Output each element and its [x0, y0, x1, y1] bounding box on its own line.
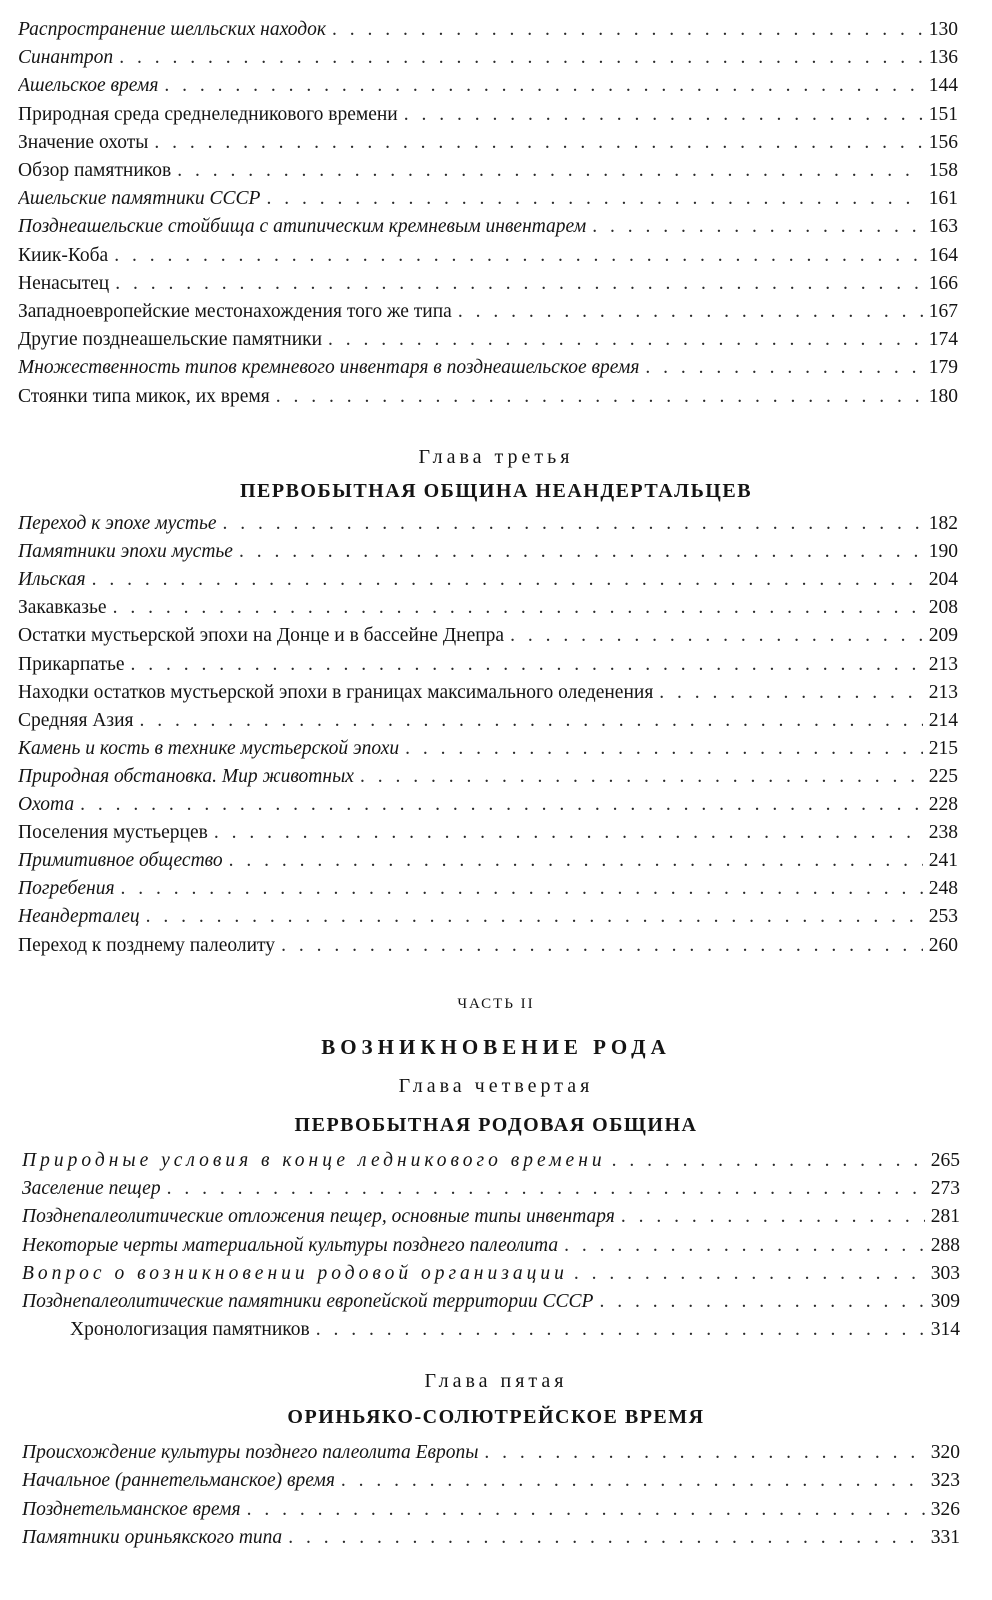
toc-entry-page-number: 174 — [928, 329, 958, 351]
toc-entry-page-number: 281 — [930, 1206, 960, 1228]
toc-entry-page-number: 163 — [928, 216, 958, 238]
toc-entry — [18, 791, 958, 819]
toc-entry-title: Поселения мустьерцев — [18, 822, 208, 844]
toc-entry-title: Киик-Коба — [18, 244, 109, 266]
toc-entry-page-number: 241 — [928, 850, 958, 872]
toc-entry-page-number: 156 — [928, 131, 958, 153]
part-2-title: ВОЗНИКНОВЕНИЕ РОДА — [321, 1035, 671, 1059]
toc-entry-page-number: 167 — [928, 301, 958, 322]
toc-entry-title: Охота — [18, 794, 75, 815]
toc-entry-title: Стоянки типа микок, их время — [18, 385, 270, 407]
dot-leader — [266, 185, 922, 213]
chapter-3-title: ПЕРВОБЫТНАЯ ОБЩИНА НЕАНДЕРТАЛЬЦЕВ — [239, 480, 753, 502]
toc-entry-page-number: 260 — [928, 934, 958, 956]
toc-entry-page-number: 182 — [928, 513, 958, 534]
toc-entry-page-number: 144 — [928, 75, 958, 97]
toc-entry — [18, 354, 958, 382]
dot-leader — [114, 242, 923, 270]
toc-entry-title: Примитивное общество — [18, 850, 223, 872]
dot-leader — [659, 679, 922, 707]
toc-entry-title: Вопрос о возникновении родовой организации — [22, 1262, 568, 1284]
toc-entry-title: Обзор памятников — [18, 160, 172, 181]
dot-leader — [404, 101, 923, 129]
dot-leader — [154, 129, 922, 157]
toc-entry — [18, 819, 958, 847]
toc-entry-title: Заселение пещер — [22, 1178, 161, 1200]
toc-entry — [22, 1232, 960, 1260]
toc-entry-page-number: 190 — [928, 541, 958, 563]
toc-entry-page-number: 253 — [928, 906, 958, 928]
toc-entry-page-number: 303 — [930, 1262, 960, 1284]
toc-entry-page-number: 314 — [930, 1319, 960, 1341]
dot-leader — [140, 707, 923, 735]
toc-entry-title: Находки остатков мустьерской эпохи в границах максимального оледенения — [18, 681, 654, 703]
dot-leader — [214, 819, 923, 847]
toc-entry-page-number: 151 — [928, 103, 958, 125]
toc-entry-title: Позднетельманское время — [22, 1498, 241, 1520]
toc-entry — [18, 383, 958, 411]
toc-entry — [22, 1439, 960, 1467]
toc-entry-title: Позднепалеолитические памятники европейской территории СССР — [22, 1291, 594, 1312]
toc-entry-page-number: 130 — [928, 19, 958, 40]
toc-entry-page-number: 161 — [928, 188, 958, 210]
toc-entry — [18, 213, 958, 241]
toc-entry-title: Камень и кость в технике мустьерской эпохи — [18, 737, 400, 759]
toc-entry-title: Синантроп — [18, 47, 114, 69]
toc-entry — [18, 594, 958, 622]
dot-leader — [405, 735, 923, 763]
dot-leader — [484, 1439, 924, 1467]
toc-entry-title: Начальное (раннетельманское) время — [22, 1470, 335, 1492]
dot-leader — [592, 213, 923, 241]
dot-leader — [223, 510, 923, 538]
toc-entry-title: Неандерталец — [18, 906, 140, 928]
dot-leader — [177, 157, 923, 185]
toc-entry-title: Закавказье — [18, 597, 107, 619]
toc-entry-page-number: 225 — [928, 765, 958, 787]
toc-entry-title: Переход к позднему палеолиту — [18, 934, 276, 956]
toc-entry-title: Происхождение культуры позднего палеолита Европы — [22, 1442, 479, 1463]
toc-entry-title: Природная обстановка. Мир животных — [18, 765, 354, 787]
toc-entry — [22, 1203, 960, 1231]
toc-entry — [18, 242, 958, 270]
toc-entry — [18, 510, 958, 538]
toc-entry — [18, 298, 958, 326]
toc-entry — [22, 1524, 960, 1552]
toc-entry-page-number: 265 — [930, 1150, 960, 1171]
toc-entry-title: Хронологизация памятников — [70, 1319, 310, 1341]
toc-entry — [18, 763, 958, 791]
toc-entry-title: Ильская — [18, 569, 86, 591]
toc-entry — [22, 1467, 960, 1495]
dot-leader — [341, 1467, 925, 1495]
toc-entry — [18, 270, 958, 298]
toc-entry — [18, 651, 958, 679]
toc-entry-page-number: 214 — [928, 709, 958, 731]
dot-leader — [131, 651, 923, 679]
toc-entry-page-number: 158 — [928, 160, 958, 181]
toc-entry-page-number: 204 — [928, 569, 958, 591]
dot-leader — [121, 875, 923, 903]
toc-entry-page-number: 213 — [928, 681, 958, 703]
toc-entry — [22, 1147, 960, 1175]
toc-entry-title: Природная среда среднеледникового времени — [18, 103, 398, 125]
toc-entry — [18, 903, 958, 931]
dot-leader — [115, 270, 923, 298]
toc-entry-page-number: 238 — [928, 822, 958, 844]
toc-entry-page-number: 309 — [930, 1291, 960, 1312]
toc-entry-title: Западноевропейские местонахождения того же типа — [18, 301, 452, 322]
toc-entry-page-number: 164 — [928, 244, 958, 266]
chapter-4-title: ПЕРВОБЫТНАЯ РОДОВАЯ ОБЩИНА — [294, 1114, 698, 1136]
dot-leader — [612, 1147, 925, 1175]
toc-entry-page-number: 215 — [928, 737, 958, 759]
dot-leader — [276, 383, 923, 411]
toc-entry-page-number: 331 — [930, 1526, 960, 1548]
toc-entry-title: Некоторые черты материальной культуры позднего палеолита — [22, 1234, 559, 1256]
toc-entry-page-number: 323 — [930, 1470, 960, 1492]
toc-entry — [18, 129, 958, 157]
dot-leader — [119, 44, 923, 72]
toc-entry-page-number: 320 — [930, 1442, 960, 1463]
dot-leader — [167, 1175, 925, 1203]
dot-leader — [328, 326, 923, 354]
dot-leader — [510, 622, 923, 650]
toc-entry-page-number: 136 — [928, 47, 958, 69]
toc-entry — [22, 1175, 960, 1203]
toc-entry — [18, 157, 958, 185]
chapter-5-label: Глава пятая — [424, 1370, 568, 1392]
chapter-4-label: Глава четвертая — [398, 1075, 594, 1097]
toc-entry-page-number: 213 — [928, 653, 958, 675]
toc-entry-title: Позднепалеолитические отложения пещер, основные типы инвентаря — [22, 1206, 615, 1228]
dot-leader — [281, 932, 923, 960]
toc-entry-title: Ненасытец — [18, 272, 110, 294]
toc-entry — [22, 1288, 960, 1316]
dot-leader — [458, 298, 923, 326]
dot-leader — [599, 1288, 924, 1316]
toc-entry — [18, 875, 958, 903]
toc-entry-title: Памятники эпохи мустье — [18, 541, 233, 563]
toc-entry-title: Средняя Азия — [18, 709, 134, 731]
dot-leader — [621, 1203, 925, 1231]
toc-entry-title: Памятники ориньякского типа — [22, 1526, 283, 1548]
dot-leader — [164, 72, 922, 100]
dot-leader — [645, 354, 922, 382]
dot-leader — [360, 763, 923, 791]
toc-entry-title: Множественность типов кремневого инвентаря в позднеашельское время — [18, 357, 640, 379]
toc-entry-title: Переход к эпохе мустье — [18, 513, 217, 534]
part-2-label: ЧАСТЬ II — [457, 996, 535, 1012]
toc-entry — [18, 326, 958, 354]
toc-entry — [18, 16, 958, 44]
toc-entry — [18, 679, 958, 707]
toc-entry-page-number: 179 — [928, 357, 958, 379]
toc-entry-page-number: 273 — [930, 1178, 960, 1200]
toc-entry-page-number: 326 — [930, 1498, 960, 1520]
dot-leader — [247, 1496, 925, 1524]
dot-leader — [80, 791, 923, 819]
dot-leader — [332, 16, 923, 44]
toc-entry — [70, 1316, 960, 1344]
dot-leader — [564, 1232, 925, 1260]
toc-entry — [18, 538, 958, 566]
toc-entry-title: Ашельское время — [18, 75, 159, 97]
dot-leader — [239, 538, 923, 566]
toc-entry-page-number: 248 — [928, 878, 958, 900]
toc-entry-title: Ашельские памятники СССР — [18, 188, 261, 210]
dot-leader — [113, 594, 923, 622]
toc-entry-title: Значение охоты — [18, 131, 149, 153]
toc-entry-page-number: 208 — [928, 597, 958, 619]
toc-entry-title: Остатки мустьерской эпохи на Донце и в бассейне Днепра — [18, 625, 505, 647]
toc-entry — [18, 185, 958, 213]
dot-leader — [288, 1524, 925, 1552]
toc-entry — [18, 566, 958, 594]
toc-entry — [18, 932, 958, 960]
toc-entry-page-number: 180 — [928, 385, 958, 407]
toc-entry — [22, 1260, 960, 1288]
toc-entry — [18, 847, 958, 875]
toc-entry — [22, 1496, 960, 1524]
toc-entry — [18, 72, 958, 100]
dot-leader — [92, 566, 923, 594]
toc-entry-page-number: 209 — [928, 625, 958, 647]
toc-entry-title: Природные условия в конце ледникового времени — [22, 1150, 606, 1171]
toc-entry-title: Другие позднеашельские памятники — [18, 329, 323, 351]
dot-leader — [316, 1316, 925, 1344]
toc-entry-title: Распространение шелльских находок — [18, 19, 326, 40]
toc-entry — [18, 707, 958, 735]
dot-leader — [229, 847, 923, 875]
toc-entry — [18, 735, 958, 763]
dot-leader — [146, 903, 923, 931]
toc-entry-page-number: 166 — [928, 272, 958, 294]
toc-entry-title: Позднеашельские стойбища с атипическим кремневым инвентарем — [18, 216, 587, 238]
chapter-3-label: Глава третья — [418, 446, 574, 468]
toc-entry — [18, 101, 958, 129]
toc-entry — [18, 44, 958, 72]
toc-entry-title: Прикарпатье — [18, 653, 125, 675]
dot-leader — [574, 1260, 925, 1288]
toc-entry-page-number: 228 — [928, 794, 958, 815]
chapter-5-title: ОРИНЬЯКО-СОЛЮТРЕЙСКОЕ ВРЕМЯ — [287, 1406, 705, 1428]
toc-entry-title: Погребения — [18, 878, 115, 900]
toc-entry — [18, 622, 958, 650]
toc-entry-page-number: 288 — [930, 1234, 960, 1256]
